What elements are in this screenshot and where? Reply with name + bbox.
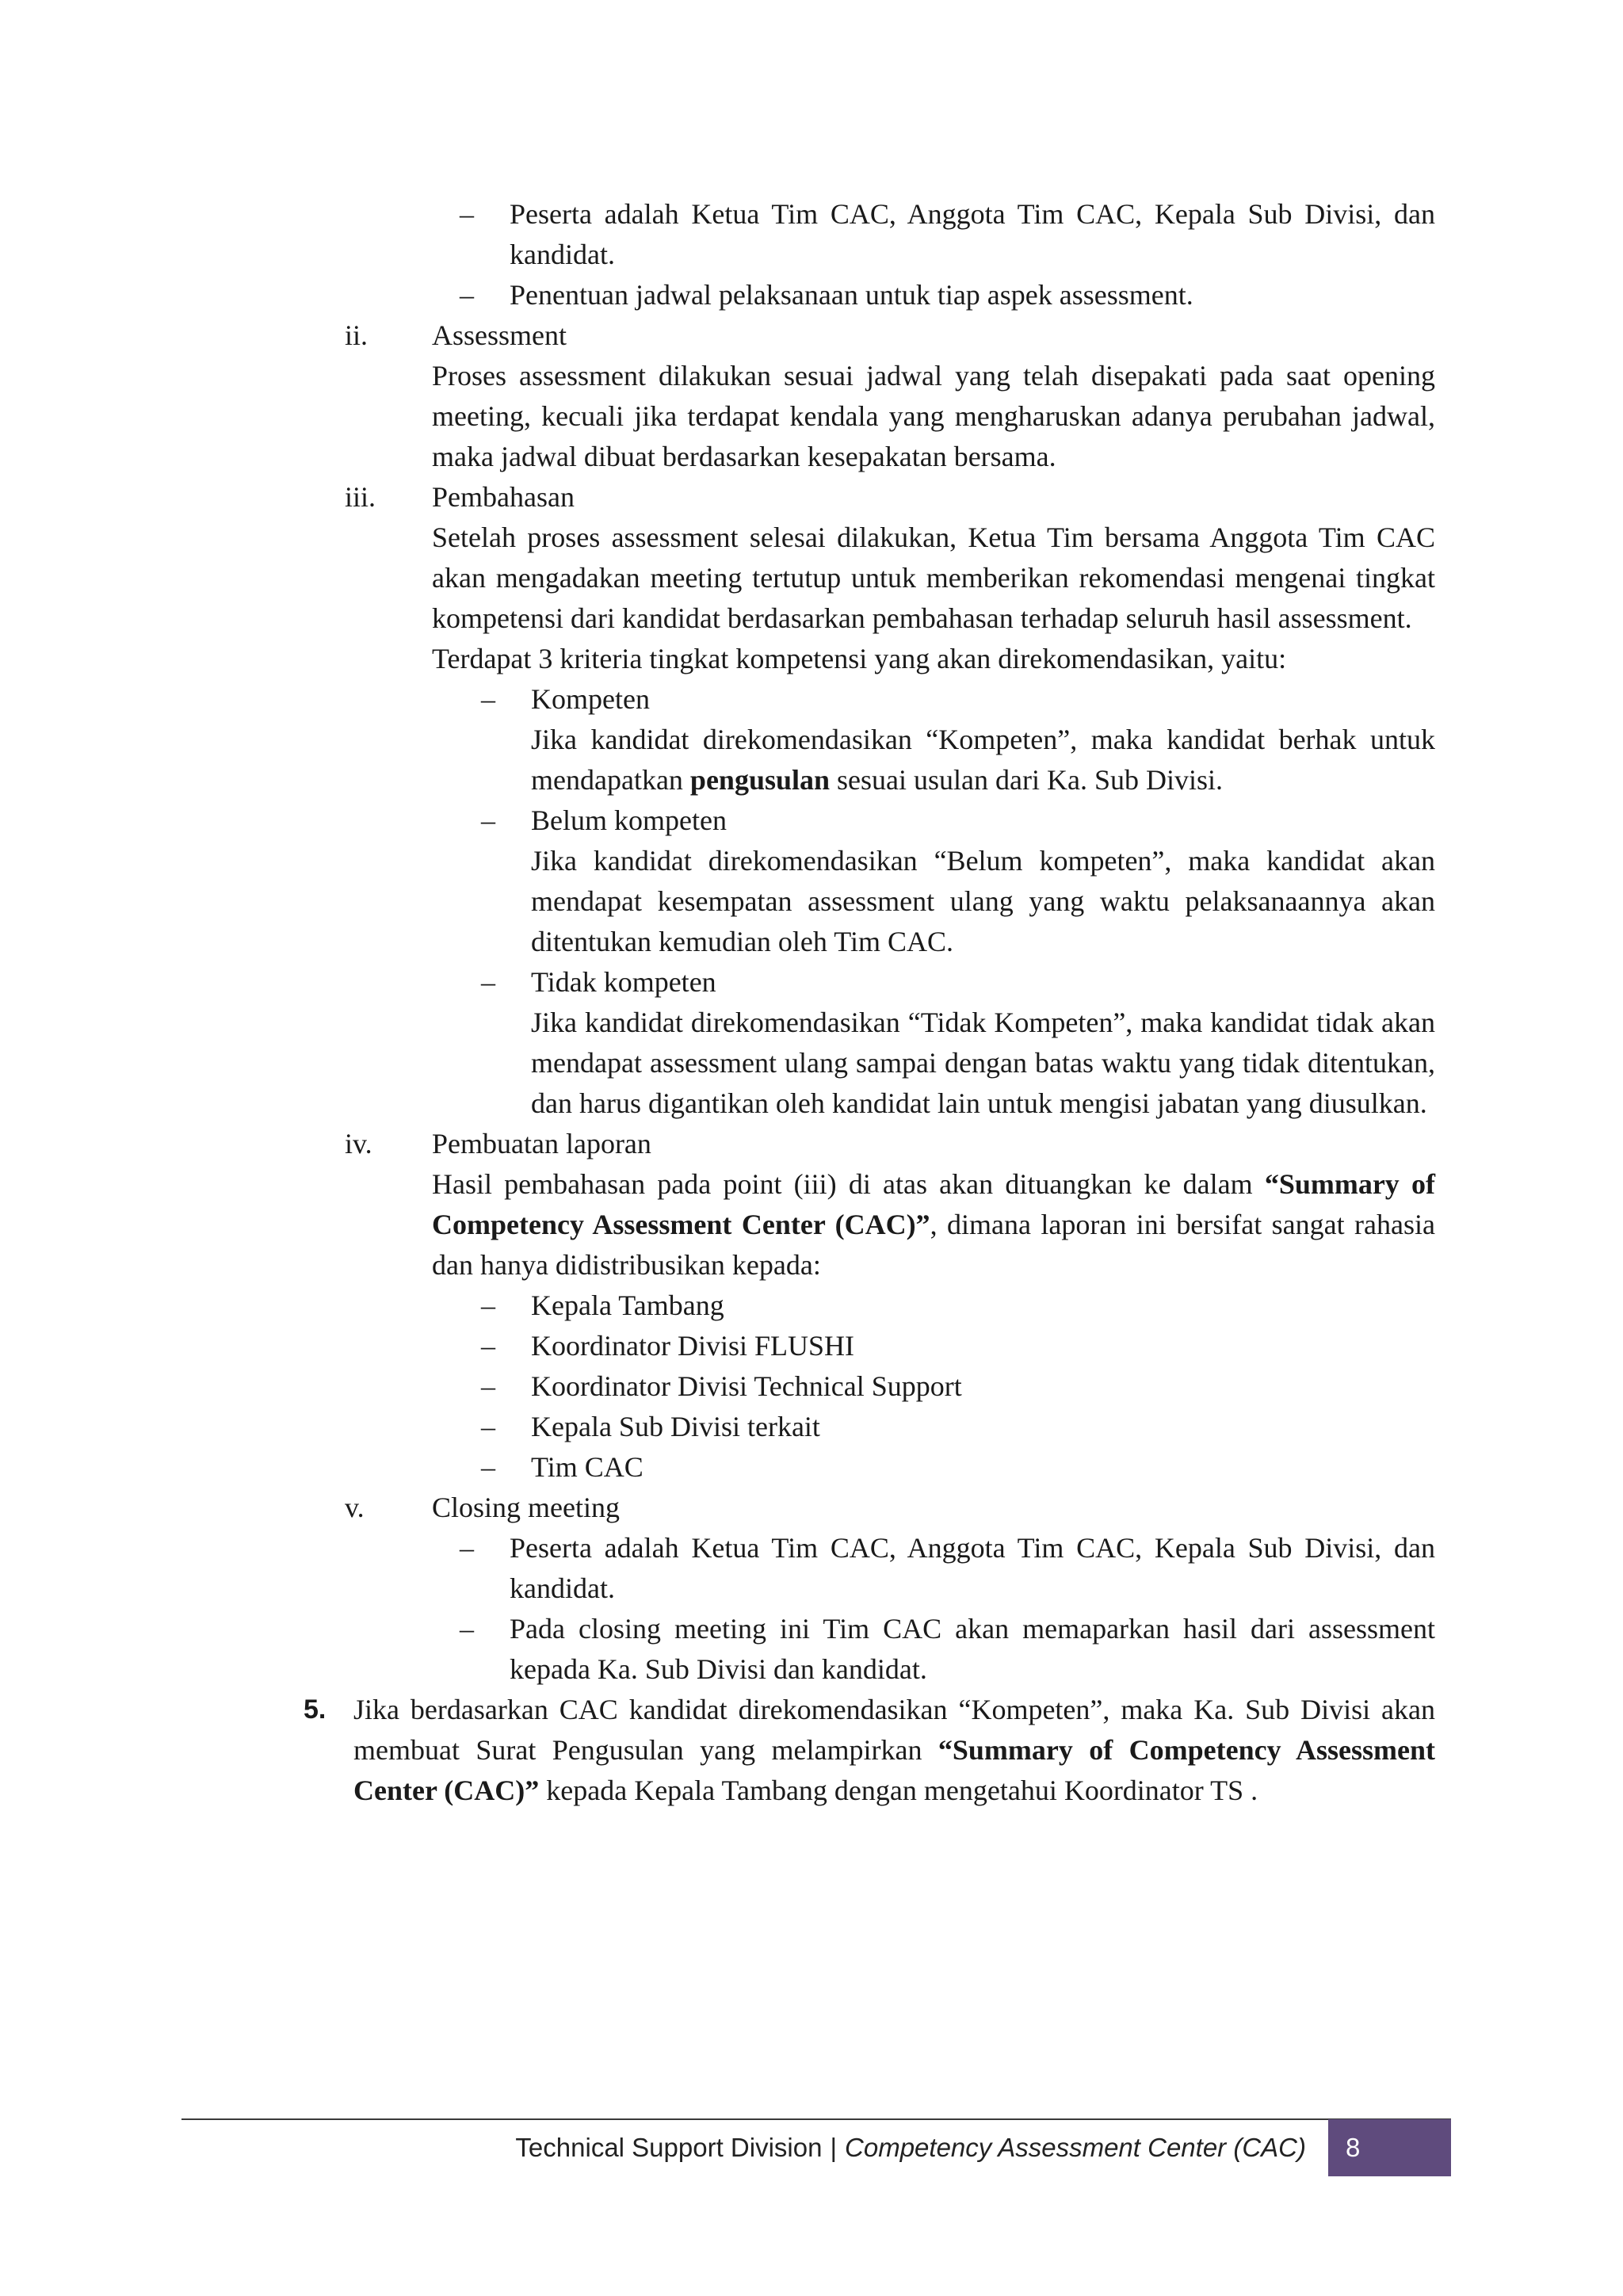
- dash-marker: –: [481, 1330, 495, 1362]
- section-iii-heading: iii. Pembahasan: [0, 477, 1435, 518]
- dash-marker: –: [481, 1411, 495, 1442]
- criteria-desc-belum-kompeten: Jika kandidat direkomendasikan “Belum kompeten”, maka kandidat akan mendapat kesempatan assessment ulang yang waktu pelaksanaannya akan ditentukan kemudian oleh Tim CAC.: [531, 845, 1435, 957]
- dash-marker: –: [481, 1289, 495, 1321]
- footer-division: Technical Support Division: [515, 2133, 823, 2162]
- number-marker: 5.: [304, 1694, 327, 1725]
- criteria-desc-tidak-kompeten: Jika kandidat direkomendasikan “Tidak Kompeten”, maka kandidat tidak akan mendapat assessment ulang sampai dengan batas waktu yang tidak ditentukan, dan harus digantikan oleh kandidat lain untuk mengisi jabatan yang diusulkan.: [531, 1007, 1435, 1119]
- closing-item: – Peserta adalah Ketua Tim CAC, Anggota Tim CAC, Kepala Sub Divisi, dan kandidat.: [0, 1528, 1435, 1609]
- bold-term: pengusulan: [689, 764, 831, 796]
- criteria-desc-kompeten: Jika kandidat direkomendasikan “Kompeten”, maka kandidat berhak untuk mendapatkan pengusulan sesuai usulan dari Ka. Sub Divisi.: [531, 724, 1435, 796]
- section-ii-heading: ii. Assessment: [0, 315, 1435, 356]
- criteria-title-kompeten: – Kompeten: [0, 679, 1435, 720]
- page-content: [0, 194, 1623, 1811]
- dash-marker: –: [481, 1451, 495, 1483]
- footer-doc-title: Competency Assessment Center (CAC): [845, 2133, 1306, 2162]
- section-ii-body: Proses assessment dilakukan sesuai jadwal yang telah disepakati pada saat opening meeting, kecuali jika terdapat kendala yang mengharuskan adanya perubahan jadwal, maka jadwal dibuat berdasarkan kesepakatan bersama.: [432, 360, 1435, 472]
- footer-caption: [181, 2119, 1317, 2176]
- opening-item: – Peserta adalah Ketua Tim CAC, Anggota Tim CAC, Kepala Sub Divisi, dan kandidat.: [0, 194, 1435, 275]
- section-iii-body: Setelah proses assessment selesai dilakukan, Ketua Tim bersama Anggota Tim CAC akan mengadakan meeting tertutup untuk memberikan rekomendasi mengenai tingkat kompetensi dari kandidat berdasarkan pembahasan terhadap seluruh hasil assessment.: [432, 521, 1435, 634]
- section-v-heading: v. Closing meeting: [0, 1488, 1435, 1528]
- section-iv-body: Hasil pembahasan pada point (iii) di atas akan dituangkan ke dalam “Summary of Competency Assessment Center (CAC)”, dimana laporan ini bersifat sangat rahasia dan hanya didistribusikan kepada:: [432, 1168, 1435, 1281]
- numbered-item-5: 5. Jika berdasarkan CAC kandidat direkomendasikan “Kompeten”, maka Ka. Sub Divisi akan membuat Surat Pengusulan yang melampirkan “Summary of Competency Assessment Center (CAC)” kepada Kepala Tambang dengan mengetahui Koordinator TS .: [0, 1690, 1435, 1811]
- dash-marker: –: [460, 1532, 474, 1564]
- bold-term: “Summary of Competency Assessment Center (CAC)”: [432, 1168, 1435, 1240]
- recipient-item: – Kepala Tambang: [0, 1286, 1435, 1326]
- dash-marker: –: [481, 804, 495, 836]
- dash-marker: –: [460, 1613, 474, 1645]
- closing-item: – Pada closing meeting ini Tim CAC akan memaparkan hasil dari assessment kepada Ka. Sub Divisi dan kandidat.: [0, 1609, 1435, 1690]
- opening-item: – Penentuan jadwal pelaksanaan untuk tiap aspek assessment.: [0, 275, 1435, 315]
- dash-marker: –: [481, 966, 495, 998]
- recipient-item: – Tim CAC: [0, 1447, 1435, 1488]
- section-iv-heading: iv. Pembuatan laporan: [0, 1124, 1435, 1164]
- roman-marker: v.: [345, 1492, 365, 1523]
- page-number: 8: [1346, 2133, 1361, 2162]
- roman-marker: ii.: [345, 319, 369, 351]
- recipient-item: – Koordinator Divisi Technical Support: [0, 1366, 1435, 1407]
- criteria-title-belum-kompeten: – Belum kompeten: [0, 800, 1435, 841]
- roman-marker: iii.: [345, 481, 376, 513]
- footer-separator: |: [830, 2133, 838, 2162]
- dash-marker: –: [460, 198, 474, 230]
- page-number-badge: [1328, 2119, 1451, 2176]
- dash-marker: –: [481, 683, 495, 715]
- section-iii-intro: Terdapat 3 kriteria tingkat kompetensi yang akan direkomendasikan, yaitu:: [432, 643, 1287, 674]
- recipient-item: – Koordinator Divisi FLUSHI: [0, 1326, 1435, 1366]
- dash-marker: –: [460, 279, 474, 311]
- recipient-item: – Kepala Sub Divisi terkait: [0, 1407, 1435, 1447]
- criteria-title-tidak-kompeten: – Tidak kompeten: [0, 962, 1435, 1003]
- bold-term: “Summary of Competency Assessment Center (CAC)”: [353, 1734, 1435, 1806]
- roman-marker: iv.: [345, 1128, 372, 1159]
- dash-marker: –: [481, 1370, 495, 1402]
